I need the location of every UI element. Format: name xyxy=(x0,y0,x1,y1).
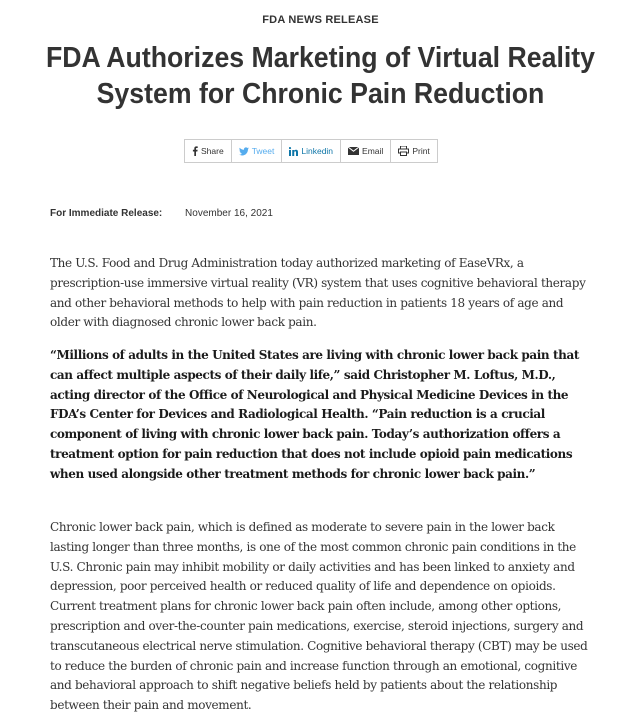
news-release-label: FDA NEWS RELEASE xyxy=(262,14,379,26)
release-label: For Immediate Release: xyxy=(50,208,163,219)
release-info xyxy=(50,208,273,219)
share-toolbar xyxy=(184,139,438,163)
email-label: Email xyxy=(362,146,384,156)
tweet-button[interactable] xyxy=(232,140,283,162)
title-line-1: FDA Authorizes Marketing of Virtual Reality xyxy=(45,42,596,74)
facebook-icon xyxy=(192,146,198,156)
body-paragraph-1: The U.S. Food and Drug Administration today authorized marketing of EaseVRx, a prescription-use immersive virtual reality (VR) system that uses cognitive behavioral therapy and other behavioral methods to help with pain reduction in patients 18 years of age and older with diagnosed chronic lower back pain. xyxy=(50,256,586,330)
title-line-2: System for Chronic Pain Reduction xyxy=(96,78,545,110)
print-button[interactable] xyxy=(391,140,436,162)
envelope-icon xyxy=(348,147,359,155)
release-date: November 16, 2021 xyxy=(185,208,273,219)
body-paragraph-3: Chronic lower back pain, which is defined as moderate to severe pain in the lower back lasting longer than three months, is one of the most common chronic pain conditions in the U.S. Chronic pain may inhibit mobility or daily activities and has been linked to anxiety and depression, poor perceived health or reduced quality of life and dependence on opioids. Current treatment plans for chronic lower back pain often include, among other options, prescription and over-the-counter pain medications, exercise, steroid injections, surgery and transcutaneous electrical nerve stimulation. Cognitive behavioral therapy (CBT) may be used to reduce the burden of chronic pain and increase function through an emotional, cognitive and behavioral approach to shift negative beliefs held by patients about the relationship between their pain and movement. xyxy=(50,520,588,713)
twitter-icon xyxy=(239,147,249,156)
tweet-label: Tweet xyxy=(251,146,275,156)
share-facebook-button[interactable] xyxy=(185,140,232,162)
page-title xyxy=(26,40,616,112)
share-label: Share xyxy=(201,146,224,156)
printer-icon xyxy=(398,146,409,156)
linkedin-icon xyxy=(289,147,298,156)
print-label: Print xyxy=(412,146,430,156)
share-linkedin-button[interactable] xyxy=(282,140,341,162)
linkedin-label: Linkedin xyxy=(301,146,334,156)
body-quote: “Millions of adults in the United States are living with chronic lower back pain that can affect multiple aspects of their daily life,” said Christopher M. Loftus, M.D., acting director of the Office of Neurological and Physical Medicine Devices in the FDA’s Center for Devices and Radiological Health. “Pain reduction is a crucial component of living with chronic lower back pain. Today’s authorization offers a treatment option for pain reduction that does not include opioid pain medications when used alongside other treatment methods for chronic lower back pain.” xyxy=(50,348,579,481)
email-button[interactable] xyxy=(341,140,391,162)
